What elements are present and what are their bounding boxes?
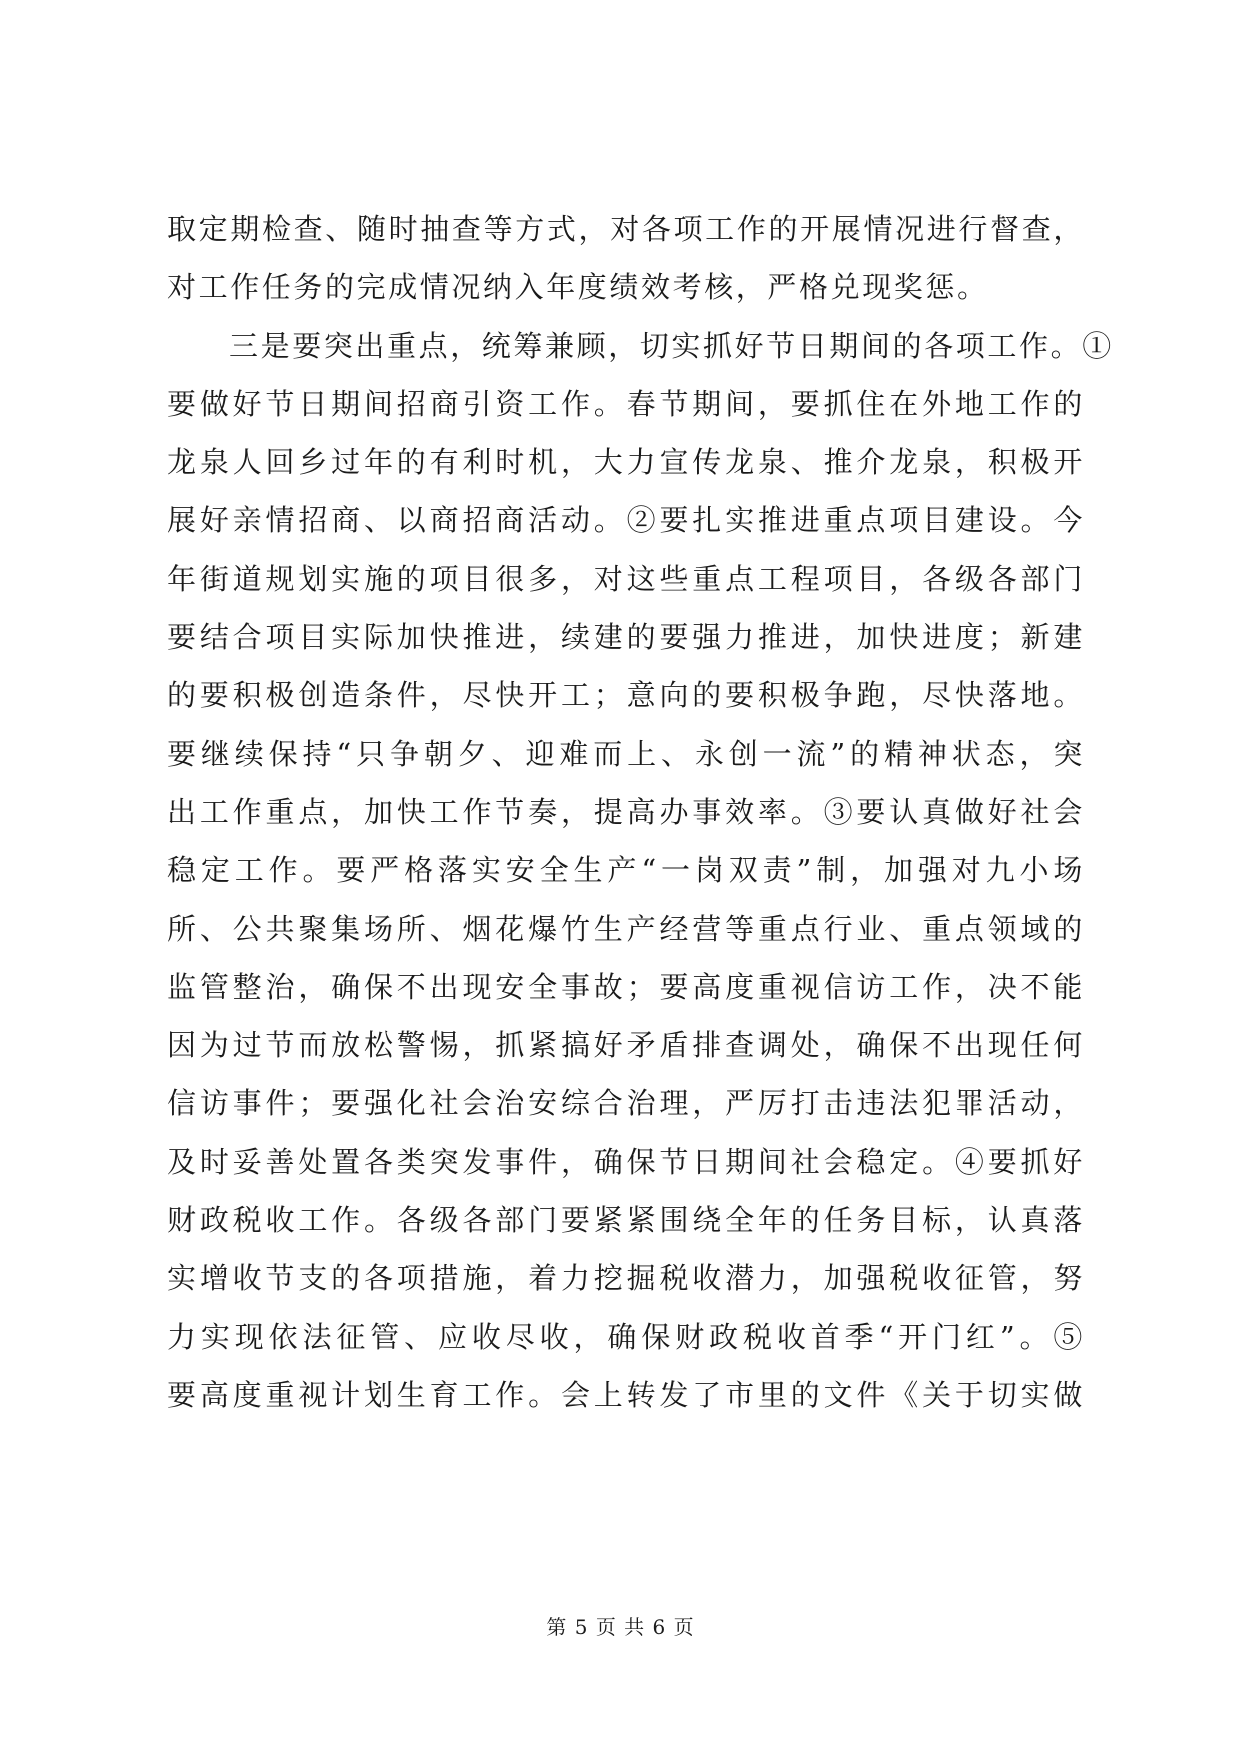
- text-line-10: 要继续保持“只争朝夕、迎难而上、永创一流”的精神状态，突: [167, 736, 1085, 771]
- text-line-8: 要结合项目实际加快推进，续建的要强力推进，加快进度；新建: [167, 620, 1085, 655]
- text-line-12: 稳定工作。要严格落实安全生产“一岗双责”制，加强对九小场: [167, 853, 1085, 888]
- text-line-6: 展好亲情招商、以商招商活动。②要扎实推进重点项目建设。今: [167, 503, 1085, 538]
- text-line-14: 监管整治，确保不出现安全事故；要高度重视信访工作，决不能: [167, 969, 1085, 1004]
- body-text: [167, 200, 1114, 1424]
- text-line-21: 要高度重视计划生育工作。会上转发了市里的文件《关于切实做: [167, 1377, 1085, 1412]
- text-line-20: 力实现依法征管、应收尽收，确保财政税收首季“开门红”。⑤: [167, 1319, 1085, 1354]
- text-line-18: 财政税收工作。各级各部门要紧紧围绕全年的任务目标，认真落: [167, 1203, 1085, 1238]
- paragraph-start-line: 三是要突出重点，统筹兼顾，切实抓好节日期间的各项工作。①: [229, 328, 1114, 363]
- text-line-2: 对工作任务的完成情况纳入年度绩效考核，严格兑现奖惩。: [167, 270, 989, 305]
- text-line-7: 年街道规划实施的项目很多，对这些重点工程项目，各级各部门: [167, 561, 1085, 596]
- text-line-5: 龙泉人回乡过年的有利时机，大力宣传龙泉、推介龙泉，积极开: [167, 445, 1085, 480]
- text-line-11: 出工作重点，加快工作节奏，提高办事效率。③要认真做好社会: [167, 794, 1085, 829]
- text-line-1: 取定期检查、随时抽查等方式，对各项工作的开展情况进行督查，: [167, 212, 1085, 246]
- text-line-9: 的要积极创造条件，尽快开工；意向的要积极争跑，尽快落地。: [167, 678, 1085, 713]
- text-line-17: 及时妥善处置各类突发事件，确保节日期间社会稳定。④要抓好: [167, 1144, 1085, 1179]
- text-line-16: 信访事件；要强化社会治安综合治理，严厉打击违法犯罪活动，: [167, 1086, 1085, 1121]
- page-number-footer: 第 5 页 共 6 页: [546, 1615, 695, 1639]
- text-line-19: 实增收节支的各项措施，着力挖掘税收潜力，加强税收征管，努: [167, 1261, 1085, 1296]
- text-line-13: 所、公共聚集场所、烟花爆竹生产经营等重点行业、重点领域的: [167, 911, 1085, 946]
- text-line-4: 要做好节日期间招商引资工作。春节期间，要抓住在外地工作的: [167, 386, 1085, 421]
- text-line-15: 因为过节而放松警惕，抓紧搞好矛盾排查调处，确保不出现任何: [167, 1028, 1085, 1063]
